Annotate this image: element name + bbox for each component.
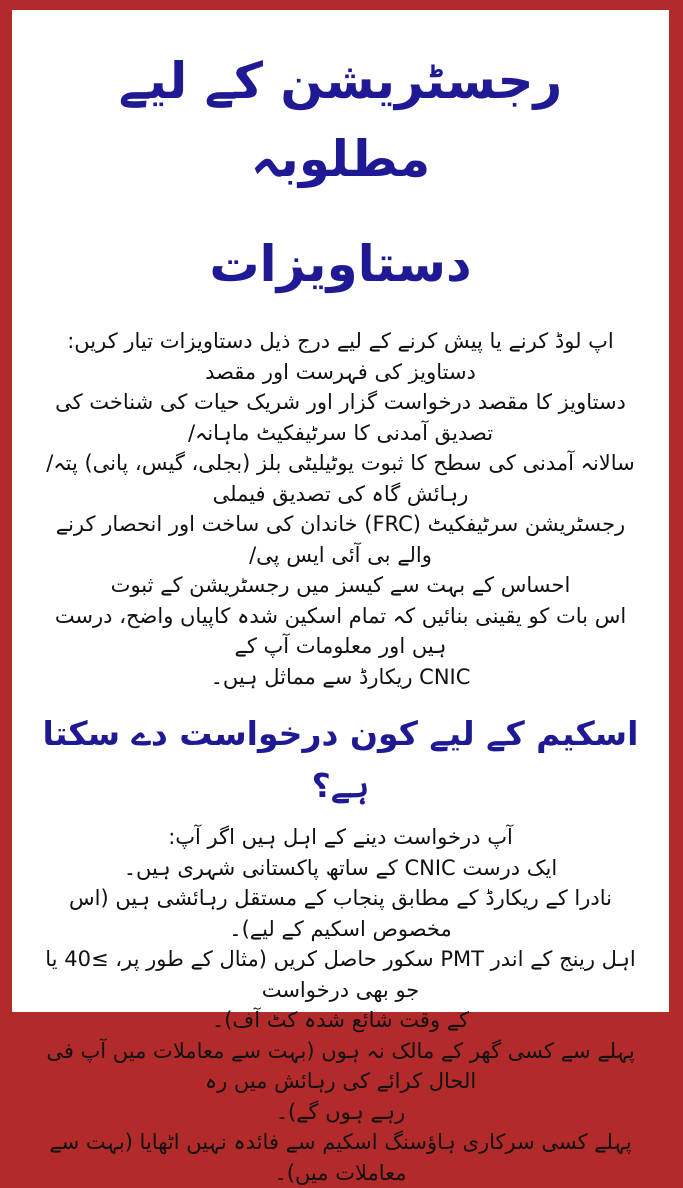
poster-frame bbox=[12, 10, 669, 1185]
documents-section bbox=[38, 326, 643, 692]
documents-line: CNIC ریکارڈ سے مماثل ہیں۔ bbox=[210, 664, 471, 689]
documents-line: دستاویز کا مقصد درخواست گزار اور شریک حیات کی شناخت کی تصدیق آمدنی کا سرٹیفکیٹ ماہانہ/ bbox=[55, 390, 626, 445]
eligibility-line: کے وقت شائع شدہ کٹ آف)۔ bbox=[211, 1008, 470, 1032]
poster-content bbox=[12, 10, 669, 1188]
documents-line: احساس کے بہت سے کیسز میں رجسٹریشن کے ثبوت bbox=[110, 573, 571, 597]
eligibility-line: آپ درخواست دینے کے اہل ہیں اگر آپ: bbox=[168, 825, 513, 849]
documents-list-heading: دستاویز کی فہرست اور مقصد bbox=[205, 359, 476, 384]
eligibility-line: پہلے کسی سرکاری ہاؤسنگ اسکیم سے فائدہ نہیں اٹھایا (بہت سے معاملات میں)۔ bbox=[49, 1130, 632, 1185]
eligibility-section bbox=[38, 822, 643, 1188]
eligibility-line: نادرا کے ریکارڈ کے مطابق پنجاب کے مستقل رہائشی ہیں (اس مخصوص اسکیم کے لیے)۔ bbox=[69, 886, 612, 941]
eligibility-line: اہل رینج کے اندر PMT سکور حاصل کریں (مثال کے طور پر، ≥40 یا جو بھی درخواست bbox=[45, 947, 636, 1002]
documents-line: اس بات کو یقینی بنائیں کہ تمام اسکین شدہ کاپیاں واضح، درست ہیں اور معلومات آپ کے bbox=[54, 603, 627, 658]
documents-line: رجسٹریشن سرٹیفکیٹ (FRC) خاندان کی ساخت اور انحصار کرنے والے بی آئی ایس پی/ bbox=[55, 512, 626, 567]
page-title-line-2: دستاویزات bbox=[209, 235, 472, 293]
page-title-line-1: رجسٹریشن کے لیے مطلوبہ bbox=[118, 52, 563, 188]
eligibility-line: رہے ہوں گے)۔ bbox=[275, 1099, 406, 1124]
documents-intro: اپ لوڈ کرنے یا پیش کرنے کے لیے درج ذیل دستاویزات تیار کریں: bbox=[67, 329, 614, 353]
eligibility-line: ایک درست CNIC کے ساتھ پاکستانی شہری ہیں۔ bbox=[123, 855, 558, 880]
eligibility-line: پہلے سے کسی گھر کے مالک نہ ہوں (بہت سے معاملات میں آپ فی الحال کرائے کی رہائش میں رہ bbox=[46, 1038, 635, 1093]
eligibility-heading: اسکیم کے لیے کون درخواست دے سکتا ہے؟ bbox=[42, 714, 639, 805]
documents-line: سالانہ آمدنی کی سطح کا ثبوت یوٹیلیٹی بلز (بجلی، گیس، پانی) پتہ/رہائش گاہ کی تصدیق فیملی bbox=[46, 451, 635, 506]
